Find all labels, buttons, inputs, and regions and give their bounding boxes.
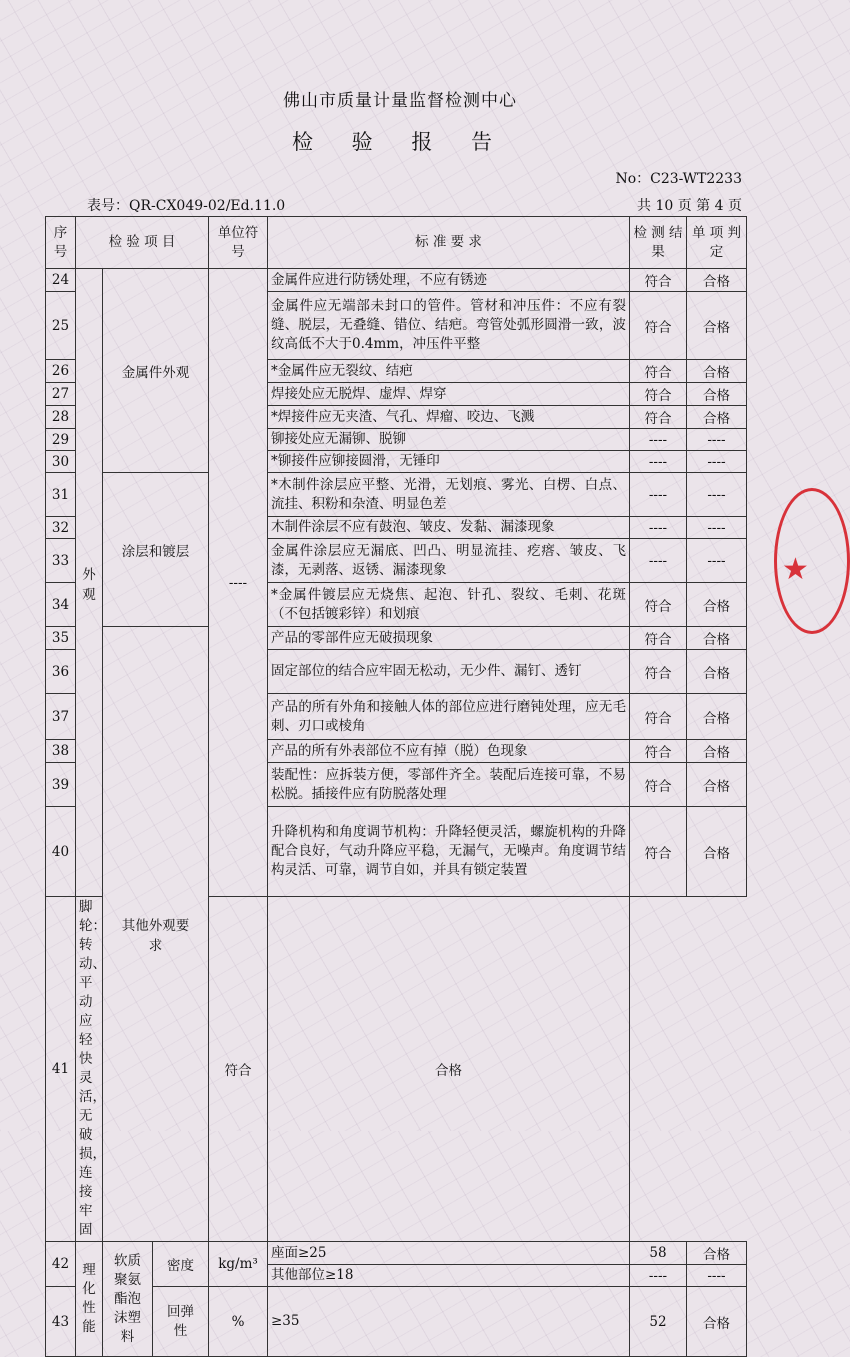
standard-requirement: 装配性：应拆装方便，零部件齐全。装配后连接可靠，不易松脱。插接件应有防脱落处理 [268,763,630,807]
verdict: 合格 [687,627,747,650]
standard-requirement: 铆接处应无漏铆、脱铆 [268,429,630,451]
row-number: 29 [46,429,76,451]
table-row [46,1242,747,1265]
standard-requirement: *木制件涂层应平整、光滑，无划痕、雾光、白楞、白点、流挂、积粉和杂渣、明显色差 [268,473,630,517]
group-physical: 理化性能 [76,1242,103,1357]
row-number: 25 [46,292,76,360]
test-result: 符合 [630,360,687,383]
organization-name: 佛山市质量计量监督检测中心 [283,91,517,111]
standard-requirement: 升降机构和角度调节机构：升降轻便灵活，螺旋机构的升降配合良好，气动升降应平稳，无漏气，无噪声。角度调节结构灵活、可靠，调节自如，并具有锁定装置 [268,807,630,897]
test-result: 58 [630,1242,687,1265]
verdict: 合格 [687,360,747,383]
test-result: 符合 [630,269,687,292]
verdict: ---- [687,517,747,539]
group-appearance: 外观 [76,269,103,897]
test-result: 符合 [630,740,687,763]
test-result: ---- [630,517,687,539]
row-number: 33 [46,539,76,583]
verdict: 合格 [687,583,747,627]
standard-requirement: 金属件应无端部未封口的管件。管材和冲压件：不应有裂缝、脱层，无叠缝、错位、结疤。弯管处弧形圆滑一致，波纹高低不大于0.4mm，冲压件平整 [268,292,630,360]
row-number: 27 [46,383,76,406]
standard-requirement: 焊接处应无脱焊、虚焊、焊穿 [268,383,630,406]
row-number: 34 [46,583,76,627]
test-result: 符合 [630,694,687,740]
form-number: 表号：QR-CX049-02/Ed.11.0 [87,198,286,214]
standard-requirement: 金属件应进行防锈处理，不应有锈迹 [268,269,630,292]
test-result: 符合 [630,292,687,360]
row-number: 39 [46,763,76,807]
verdict: ---- [687,429,747,451]
standard-requirement: 产品的零部件应无破损现象 [268,627,630,650]
test-result: 符合 [630,763,687,807]
row-number: 40 [46,807,76,897]
verdict: 合格 [687,1287,747,1357]
verdict: 合格 [687,383,747,406]
standard-requirement: 产品的所有外表部位不应有掉（脱）色现象 [268,740,630,763]
standard-requirement: 其他部位≥18 [268,1265,630,1287]
row-number: 43 [46,1287,76,1357]
test-result: 符合 [630,627,687,650]
col-header-verdict: 单 项 判 定 [687,217,747,269]
row-number: 24 [46,269,76,292]
report-number: No：C23-WT2233 [615,171,742,187]
test-result: 符合 [209,897,268,1242]
test-result: ---- [630,429,687,451]
row-number: 38 [46,740,76,763]
col-header-result: 检 测 结 果 [630,217,687,269]
standard-requirement: 座面≥25 [268,1242,630,1265]
verdict: 合格 [687,292,747,360]
material-foam: 软质聚氨酯泡沫塑料 [103,1242,153,1357]
row-number: 32 [46,517,76,539]
table-row [46,627,747,650]
standard-requirement: *焊接件应无夹渣、气孔、焊瘤、咬边、飞溅 [268,406,630,429]
item-resilience: 回弹性 [153,1287,209,1357]
inspection-table [45,216,747,1357]
standard-requirement: *铆接件应铆接圆滑，无锤印 [268,451,630,473]
group-other-appearance: 其他外观要求 [103,627,209,1242]
verdict: 合格 [687,269,747,292]
verdict: 合格 [687,694,747,740]
verdict: 合格 [687,740,747,763]
verdict: 合格 [687,650,747,694]
standard-requirement: 固定部位的结合应牢固无松动，无少件、漏钉、透钉 [268,650,630,694]
row-number: 30 [46,451,76,473]
test-result: 符合 [630,583,687,627]
standard-requirement: 脚轮：转动、平动应轻快灵活，无破损，连接牢固 [76,897,103,1242]
verdict: ---- [687,451,747,473]
unit-symbol: ---- [209,269,268,897]
verdict: ---- [687,473,747,517]
verdict: 合格 [687,807,747,897]
row-number: 36 [46,650,76,694]
verdict: 合格 [268,897,630,1242]
standard-requirement: *金属件应无裂纹、结疤 [268,360,630,383]
row-number: 28 [46,406,76,429]
group-metal-appearance: 金属件外观 [103,269,209,473]
verdict: 合格 [687,1242,747,1265]
col-header-standard: 标 准 要 求 [268,217,630,269]
test-result: ---- [630,473,687,517]
row-number: 26 [46,360,76,383]
col-header-item: 检 验 项 目 [76,217,209,269]
test-result: ---- [630,1265,687,1287]
unit-resilience: % [209,1287,268,1357]
col-header-seq: 序号 [46,217,76,269]
verdict: ---- [687,1265,747,1287]
verdict: 合格 [687,406,747,429]
test-result: ---- [630,539,687,583]
verdict: 合格 [687,763,747,807]
test-result: 符合 [630,650,687,694]
test-result: ---- [630,451,687,473]
row-number: 31 [46,473,76,517]
seal-star-icon: ★ [782,552,809,587]
table-header-row [46,217,747,269]
table-row [46,473,747,517]
row-number: 42 [46,1242,76,1287]
standard-requirement: 产品的所有外角和接触人体的部位应进行磨钝处理，应无毛刺、刃口或棱角 [268,694,630,740]
table-row [46,269,747,292]
standard-requirement: ≥35 [268,1287,630,1357]
row-number: 41 [46,897,76,1242]
page-info: 共 10 页 第 4 页 [637,198,742,214]
row-number: 37 [46,694,76,740]
unit-density: kg/m³ [209,1242,268,1287]
row-number: 35 [46,627,76,650]
test-result: 52 [630,1287,687,1357]
item-density: 密度 [153,1242,209,1287]
standard-requirement: 金属件涂层应无漏底、凹凸、明显流挂、疙瘩、皱皮、飞漆，无剥落、返锈、漏漆现象 [268,539,630,583]
test-result: 符合 [630,406,687,429]
col-header-unit: 单位符号 [209,217,268,269]
test-result: 符合 [630,807,687,897]
verdict: ---- [687,539,747,583]
standard-requirement: 木制件涂层不应有鼓泡、皱皮、发黏、漏漆现象 [268,517,630,539]
group-coating: 涂层和镀层 [103,473,209,627]
standard-requirement: *金属件镀层应无烧焦、起泡、针孔、裂纹、毛刺、花斑（不包括镀彩锌）和划痕 [268,583,630,627]
test-result: 符合 [630,383,687,406]
report-title: 检 验 报 告 [291,130,509,154]
